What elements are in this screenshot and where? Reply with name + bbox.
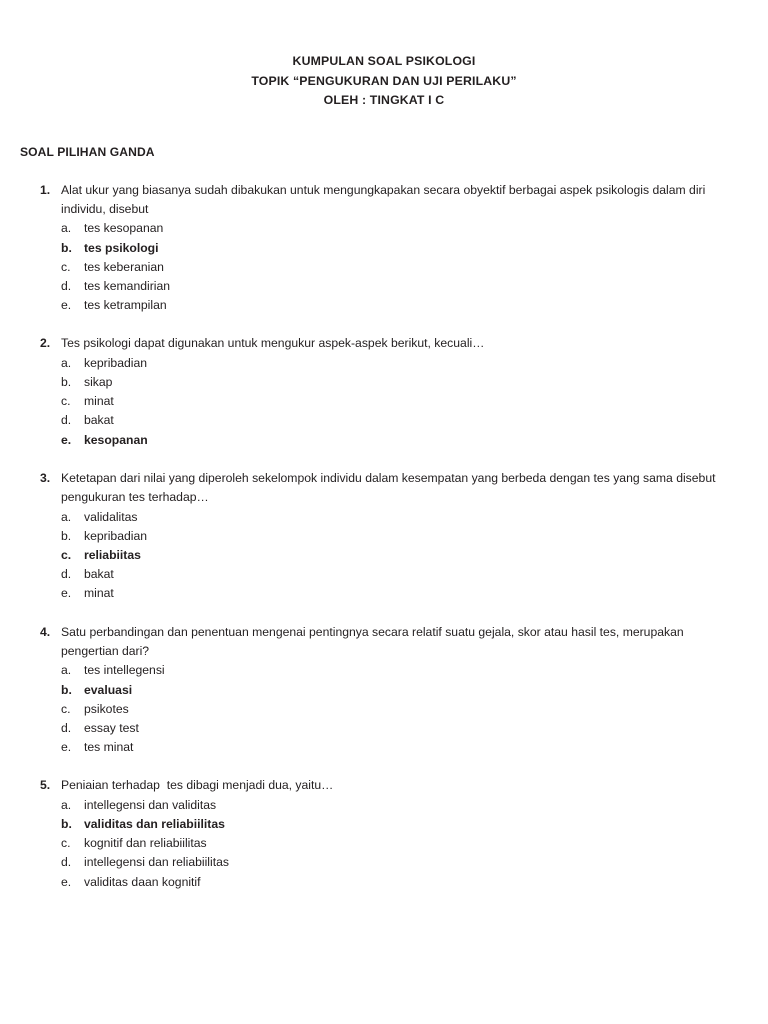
option-item[interactable]	[61, 431, 722, 450]
option-letter: d.	[61, 855, 72, 870]
option-text: psikotes	[84, 701, 129, 716]
option-item[interactable]	[61, 873, 722, 892]
option-item[interactable]	[61, 681, 722, 700]
option-text: intellegensi dan validitas	[84, 797, 217, 812]
option-text: kepribadian	[84, 528, 148, 543]
option-item[interactable]	[61, 392, 722, 411]
option-text: tes kemandirian	[84, 278, 171, 293]
option-letter: a.	[61, 509, 72, 524]
option-item[interactable]	[61, 834, 722, 853]
option-item[interactable]	[61, 719, 722, 738]
option-item[interactable]	[61, 815, 722, 834]
option-list	[61, 796, 722, 892]
document-header	[0, 0, 768, 111]
option-item[interactable]	[61, 527, 722, 546]
option-text: essay test	[84, 721, 139, 735]
option-letter: c.	[61, 836, 71, 851]
option-item[interactable]	[61, 738, 722, 757]
question-head	[40, 776, 722, 795]
question-item	[40, 181, 722, 316]
option-text: tes ketrampilan	[84, 298, 167, 313]
option-item[interactable]	[61, 796, 722, 815]
question-text: Peniaian terhadap tes dibagi menjadi dua, yaitu…	[61, 778, 334, 793]
option-letter: a.	[61, 797, 72, 812]
option-item[interactable]	[61, 411, 722, 430]
question-item	[40, 469, 722, 604]
header-line-topic: TOPIK “PENGUKURAN DAN UJI PERILAKU”	[251, 73, 517, 88]
option-letter: b.	[61, 528, 72, 543]
option-text: tes keberanian	[84, 259, 164, 274]
option-letter: c.	[61, 701, 71, 716]
option-item[interactable]	[61, 296, 722, 315]
option-item[interactable]	[61, 661, 722, 680]
option-letter: c.	[61, 259, 71, 274]
option-letter: a.	[61, 663, 72, 678]
question-number: 4.	[40, 624, 51, 639]
option-letter: d.	[61, 278, 72, 293]
option-list	[61, 508, 722, 604]
option-text: bakat	[84, 413, 114, 428]
option-text: kognitif dan reliabiilitas	[84, 836, 207, 851]
question-head	[40, 334, 722, 353]
option-item[interactable]	[61, 584, 722, 603]
option-letter: b.	[61, 240, 72, 255]
option-letter: a.	[61, 355, 72, 370]
option-text: sikap	[84, 374, 113, 389]
option-letter: e.	[61, 298, 72, 313]
option-list	[61, 354, 722, 450]
question-text: Tes psikologi dapat digunakan untuk mengukur aspek-aspek berikut, kecuali…	[61, 336, 485, 351]
option-text: tes kesopanan	[84, 221, 164, 236]
option-text: minat	[84, 586, 114, 601]
option-letter: d.	[61, 413, 72, 428]
option-text: validitas dan reliabiilitas	[84, 817, 225, 832]
question-number: 5.	[40, 778, 51, 793]
option-letter: b.	[61, 817, 72, 832]
option-text: bakat	[84, 567, 114, 582]
option-letter: b.	[61, 682, 72, 697]
question-text: Satu perbandingan dan penentuan mengenai pentingnya secara relatif suatu gejala, skor atau hasil tes, merupakan pengertian dari?	[61, 624, 688, 658]
option-item[interactable]	[61, 508, 722, 527]
option-text: tes psikologi	[84, 240, 159, 255]
header-line-author: OLEH : TINGKAT I C	[323, 93, 445, 107]
question-head	[40, 623, 722, 662]
option-item[interactable]	[61, 219, 722, 238]
question-head	[40, 181, 722, 220]
option-item[interactable]	[61, 239, 722, 258]
option-text: evaluasi	[84, 682, 133, 697]
question-text: Ketetapan dari nilai yang diperoleh sekelompok individu dalam kesempatan yang berbeda dengan tes yang sama disebut pengukuran tes terhadap…	[61, 470, 719, 505]
option-letter: e.	[61, 586, 72, 601]
option-text: intellegensi dan reliabiilitas	[84, 855, 229, 870]
option-item[interactable]	[61, 373, 722, 392]
question-number: 2.	[40, 336, 51, 351]
option-text: validitas daan kognitif	[84, 874, 201, 889]
option-text: minat	[84, 394, 114, 409]
question-item	[40, 623, 722, 758]
question-item	[40, 334, 722, 449]
question-list	[0, 181, 768, 892]
question-number: 1.	[40, 182, 51, 197]
option-item[interactable]	[61, 700, 722, 719]
option-item[interactable]	[61, 565, 722, 584]
option-letter: d.	[61, 567, 72, 582]
option-letter: c.	[61, 394, 71, 409]
question-number: 3.	[40, 470, 51, 485]
option-text: tes intellegensi	[84, 663, 165, 678]
option-list	[61, 219, 722, 315]
option-letter: e.	[61, 740, 72, 755]
option-item[interactable]	[61, 354, 722, 373]
option-text: kesopanan	[84, 432, 148, 447]
option-letter: e.	[61, 432, 72, 447]
option-item[interactable]	[61, 853, 722, 872]
option-item[interactable]	[61, 546, 722, 565]
question-head	[40, 469, 722, 508]
option-text: validalitas	[84, 509, 138, 524]
option-letter: e.	[61, 874, 72, 889]
option-letter: c.	[61, 547, 72, 562]
header-line-title: KUMPULAN SOAL PSIKOLOGI	[292, 54, 476, 68]
option-letter: d.	[61, 721, 72, 735]
section-heading: SOAL PILIHAN GANDA	[20, 144, 155, 159]
option-text: kepribadian	[84, 355, 148, 370]
question-text: Alat ukur yang biasanya sudah dibakukan untuk mengungkapakan secara obyektif berbagai aspek psikologis dalam diri individu, disebut	[61, 182, 709, 216]
question-item	[40, 776, 722, 891]
option-item[interactable]	[61, 258, 722, 277]
option-list	[61, 661, 722, 757]
option-letter: a.	[61, 221, 72, 236]
option-text: reliabiitas	[84, 547, 141, 562]
option-item[interactable]	[61, 277, 722, 296]
option-letter: b.	[61, 374, 72, 389]
option-text: tes minat	[84, 740, 134, 755]
